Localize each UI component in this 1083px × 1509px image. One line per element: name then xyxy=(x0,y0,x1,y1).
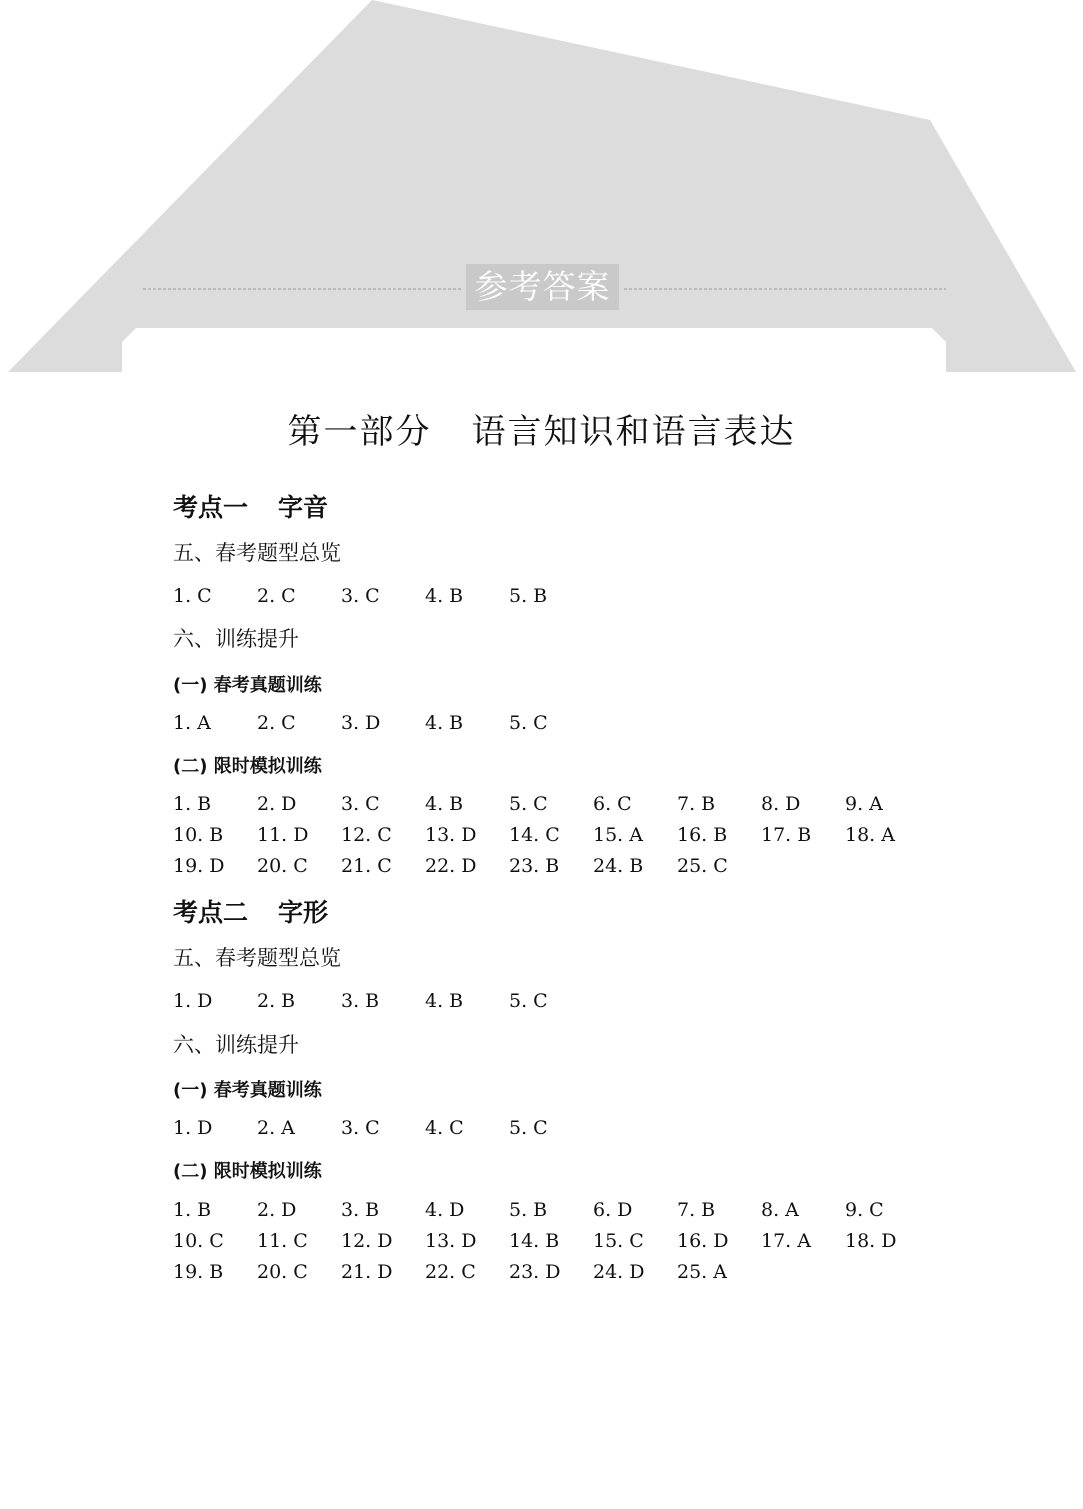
answer-item: 11. C xyxy=(257,1230,308,1252)
answer-item: 22. D xyxy=(425,855,477,877)
training-label: 六、训练提升 xyxy=(173,627,299,651)
answer-item: 4. B xyxy=(425,585,464,607)
answer-item: 3. B xyxy=(341,990,380,1012)
answer-item: 20. C xyxy=(257,1261,308,1283)
answer-item: 4. B xyxy=(425,990,464,1012)
answer-item: 15. A xyxy=(593,824,643,846)
answer-item: 3. D xyxy=(341,712,381,734)
answer-item: 4. C xyxy=(425,1117,464,1139)
answer-item: 12. D xyxy=(341,1230,393,1252)
banner-title: 参考答案 xyxy=(466,264,619,310)
answer-item: 18. A xyxy=(845,824,895,846)
section-heading-label: 考点一 xyxy=(173,493,249,522)
answer-item: 20. C xyxy=(257,855,308,877)
answer-item: 9. A xyxy=(845,793,883,815)
answer-item: 14. C xyxy=(509,824,560,846)
part-title-subject: 语言知识和语言表达 xyxy=(471,412,796,452)
answer-item: 6. D xyxy=(593,1199,633,1221)
answer-item: 4. B xyxy=(425,793,464,815)
answer-item: 4. B xyxy=(425,712,464,734)
answer-item: 1. D xyxy=(173,990,213,1012)
section-heading-topic: 字形 xyxy=(278,898,329,927)
answer-item: 24. B xyxy=(593,855,644,877)
answer-item: 3. C xyxy=(341,793,380,815)
answer-item: 16. B xyxy=(677,824,728,846)
answer-item: 7. B xyxy=(677,1199,716,1221)
answer-item: 17. B xyxy=(761,824,812,846)
answer-item: 2. C xyxy=(257,712,296,734)
answer-item: 5. C xyxy=(509,990,548,1012)
section-heading xyxy=(173,893,328,929)
part-title-number: 第一部分 xyxy=(287,412,432,452)
mock-exam-title: (二) 限时模拟训练 xyxy=(173,1161,322,1182)
answer-item: 8. A xyxy=(761,1199,799,1221)
answer-item: 19. B xyxy=(173,1261,224,1283)
answer-item: 7. B xyxy=(677,793,716,815)
banner-shape xyxy=(8,0,1076,372)
answer-item: 10. B xyxy=(173,824,224,846)
answer-item: 2. A xyxy=(257,1117,295,1139)
answer-item: 3. B xyxy=(341,1199,380,1221)
answer-item: 12. C xyxy=(341,824,392,846)
section-heading-label: 考点二 xyxy=(173,898,249,927)
part-title xyxy=(0,404,1083,453)
answer-item: 2. D xyxy=(257,1199,297,1221)
answer-item: 3. C xyxy=(341,585,380,607)
answer-item: 23. D xyxy=(509,1261,561,1283)
answer-item: 5. C xyxy=(509,1117,548,1139)
answer-item: 21. D xyxy=(341,1261,393,1283)
answer-item: 2. D xyxy=(257,793,297,815)
answer-item: 22. C xyxy=(425,1261,476,1283)
answer-item: 21. C xyxy=(341,855,392,877)
answer-item: 8. D xyxy=(761,793,801,815)
answer-item: 5. C xyxy=(509,793,548,815)
answer-item: 2. C xyxy=(257,585,296,607)
answer-item: 6. C xyxy=(593,793,632,815)
section-heading-topic: 字音 xyxy=(278,493,329,522)
training-label: 六、训练提升 xyxy=(173,1033,299,1057)
answer-item: 14. B xyxy=(509,1230,560,1252)
answer-item: 9. C xyxy=(845,1199,884,1221)
header-banner xyxy=(0,0,1083,372)
answer-item: 24. D xyxy=(593,1261,645,1283)
overview-label: 五、春考题型总览 xyxy=(173,541,341,565)
answer-item: 1. C xyxy=(173,585,212,607)
answer-item: 2. B xyxy=(257,990,296,1012)
answer-item: 15. C xyxy=(593,1230,644,1252)
answer-item: 17. A xyxy=(761,1230,811,1252)
overview-label: 五、春考题型总览 xyxy=(173,946,341,970)
answer-item: 3. C xyxy=(341,1117,380,1139)
answer-item: 5. C xyxy=(509,712,548,734)
answer-item: 10. C xyxy=(173,1230,224,1252)
answer-item: 19. D xyxy=(173,855,225,877)
answer-item: 1. A xyxy=(173,712,211,734)
answer-item: 5. B xyxy=(509,1199,548,1221)
answer-item: 13. D xyxy=(425,824,477,846)
answer-item: 4. D xyxy=(425,1199,465,1221)
answer-item: 23. B xyxy=(509,855,560,877)
answer-item: 25. A xyxy=(677,1261,727,1283)
section-heading xyxy=(173,488,328,524)
mock-exam-title: (二) 限时模拟训练 xyxy=(173,756,322,777)
real-exam-title: (一) 春考真题训练 xyxy=(173,1080,322,1101)
answer-item: 1. B xyxy=(173,793,212,815)
answer-item: 11. D xyxy=(257,824,309,846)
answer-item: 1. D xyxy=(173,1117,213,1139)
answer-item: 1. B xyxy=(173,1199,212,1221)
answer-item: 13. D xyxy=(425,1230,477,1252)
answer-item: 5. B xyxy=(509,585,548,607)
answer-item: 16. D xyxy=(677,1230,729,1252)
answer-item: 25. C xyxy=(677,855,728,877)
answer-item: 18. D xyxy=(845,1230,897,1252)
real-exam-title: (一) 春考真题训练 xyxy=(173,675,322,696)
